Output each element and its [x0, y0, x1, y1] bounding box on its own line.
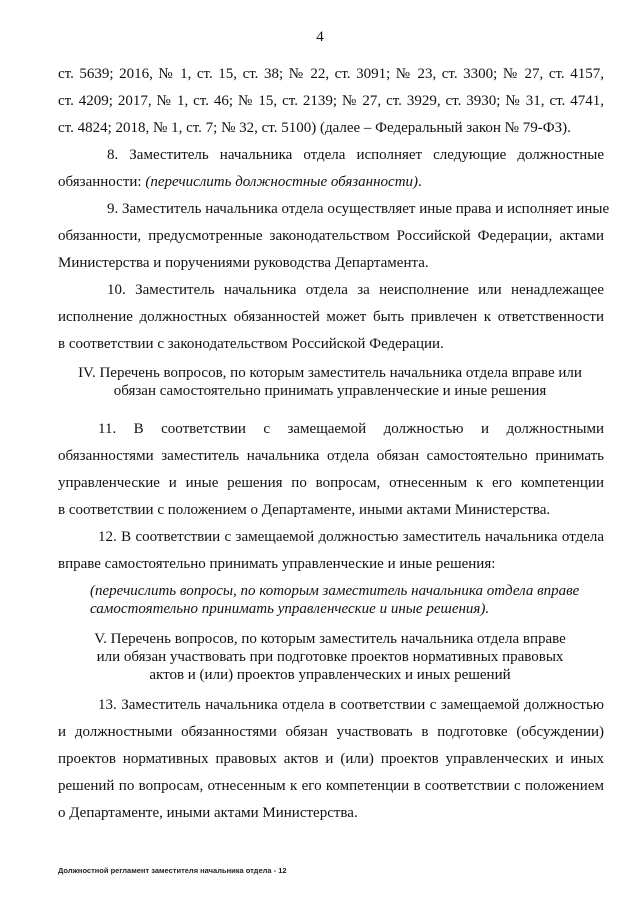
paragraph-12-line: 12. В соответствии с замещаемой должностью заместитель начальника отдела: [98, 529, 604, 545]
paragraph-line: ст. 4824; 2018, № 1, ст. 7; № 32, ст. 5100) (далее – Федеральный закон № 79-ФЗ).: [58, 120, 571, 136]
paragraph-line: ст. 4209; 2017, № 1, ст. 46; № 15, ст. 2139; № 27, ст. 3929, ст. 3930; № 31, ст. 4741,: [58, 93, 604, 109]
paragraph-9-line: 9. Заместитель начальника отдела осуществляет иные права и исполняет иные: [107, 201, 610, 217]
section-v-heading: или обязан участвовать при подготовке проектов нормативных правовых: [96, 649, 564, 665]
paragraph-11-line: управленческие и иные решения по вопросам, отнесенным к его компетенции: [58, 475, 604, 491]
section-v-heading: актов и (или) проектов управленческих и иных решений: [149, 667, 511, 683]
paragraph-10-line: 10. Заместитель начальника отдела за неисполнение или ненадлежащее: [107, 282, 604, 298]
paragraph-13-line: о Департаменте, иными актами Министерства.: [58, 805, 358, 821]
paragraph-12-line: вправе самостоятельно принимать управленческие и иные решения:: [58, 556, 496, 572]
paragraph-13-line: проектов нормативных правовых актов и (или) проектов управленческих и иных: [58, 751, 604, 767]
paragraph-10-line: исполнение должностных обязанностей может быть привлечен к ответственности: [58, 309, 604, 325]
section-v-heading: V. Перечень вопросов, по которым заместитель начальника отдела вправе: [94, 631, 566, 647]
paragraph-11-line: обязанностями заместитель начальника отдела обязан самостоятельно принимать: [58, 448, 604, 464]
paragraph-line: ст. 5639; 2016, № 1, ст. 15, ст. 38; № 22, ст. 3091; № 23, ст. 3300; № 27, ст. 4157,: [58, 66, 604, 82]
paragraph-8-line: 8. Заместитель начальника отдела исполняет следующие должностные: [107, 147, 604, 163]
paragraph-11-line: в соответствии с положением о Департаменте, иными актами Министерства.: [58, 502, 551, 518]
paragraph-13-line: решений по вопросам, отнесенным к его компетенции в соответствии с положением: [58, 778, 604, 794]
paragraph-11-line: 11. В соответствии с замещаемой должностью и должностными: [98, 421, 604, 437]
paragraph-12-italic: (перечислить вопросы, по которым заместитель начальника отдела вправе: [90, 583, 580, 599]
paragraph-13-line: 13. Заместитель начальника отдела в соответствии с замещаемой должностью: [98, 697, 604, 713]
paragraph-12-italic: самостоятельно принимать управленческие и иные решения).: [90, 601, 490, 617]
section-iv-heading: обязан самостоятельно принимать управленческие и иные решения: [113, 383, 547, 399]
paragraph-10-line: в соответствии с законодательством Российской Федерации.: [58, 336, 444, 352]
paragraph-13-line: и должностными обязанностями обязан участвовать в подготовке (обсуждении): [58, 724, 604, 740]
section-iv-heading: IV. Перечень вопросов, по которым заместитель начальника отдела вправе или: [78, 365, 582, 381]
paragraph-9-line: обязанности, предусмотренные законодательством Российской Федерации, актами: [58, 228, 604, 244]
page-footer: Должностной регламент заместителя начальника отдела - 12: [58, 866, 287, 875]
page-number: 4: [316, 29, 324, 45]
paragraph-9-line: Министерства и поручениями руководства Департамента.: [58, 255, 429, 271]
paragraph-8-line: обязанности: (перечислить должностные обязанности).: [58, 174, 422, 190]
